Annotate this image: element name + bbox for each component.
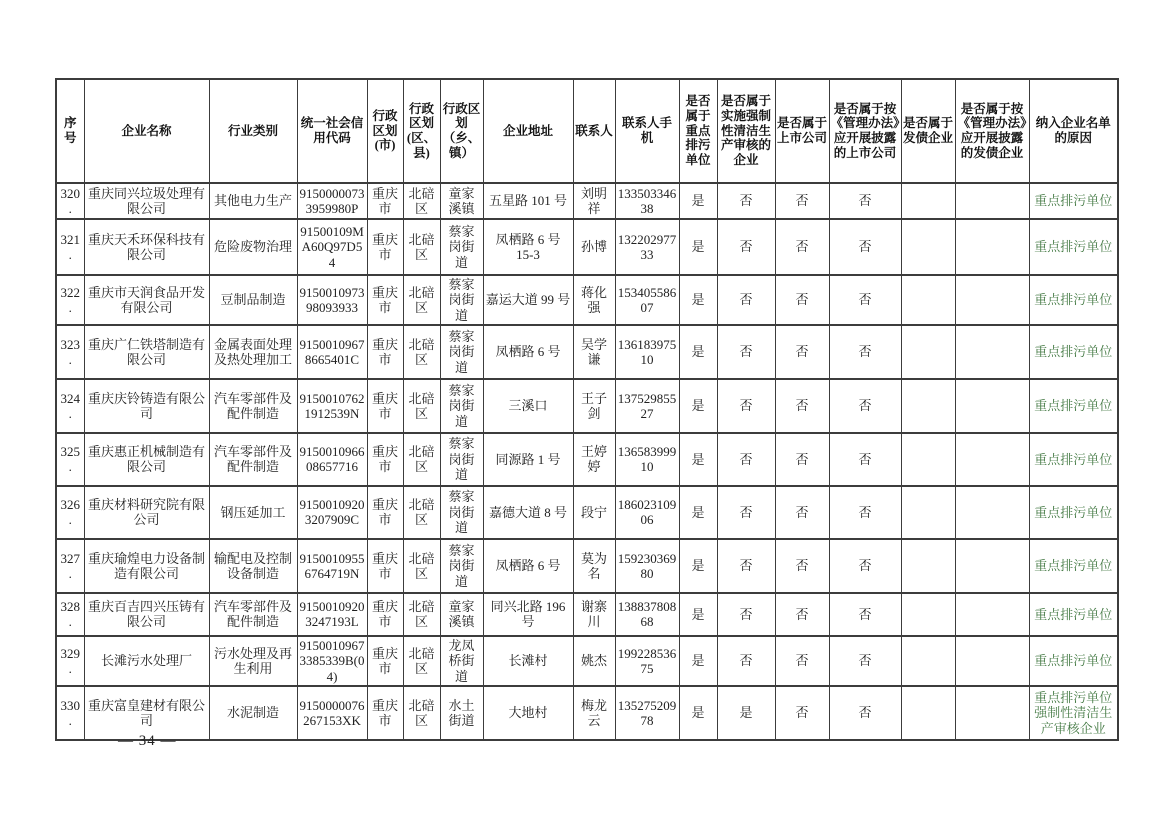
table-cell: 重庆百吉四兴压铸有限公司 [84, 593, 209, 636]
table-cell: 凤栖路 6 号 [483, 539, 573, 593]
table-row [56, 486, 1118, 539]
table-cell: 重点排污单位 [1029, 486, 1118, 539]
table-row [56, 686, 1118, 740]
table-cell: 否 [717, 379, 775, 433]
column-header: 联系人手机 [615, 79, 679, 183]
table-cell: 重庆市 [367, 183, 403, 219]
table-row [56, 275, 1118, 325]
table-cell: 否 [829, 325, 901, 379]
table-cell: 金属表面处理及热处理加工 [209, 325, 297, 379]
table-cell: 重点排污单位 [1029, 539, 1118, 593]
table-cell: 童家溪镇 [440, 593, 483, 636]
table-cell: 重庆庆铃铸造有限公司 [84, 379, 209, 433]
table-cell: 嘉德大道 8 号 [483, 486, 573, 539]
table-cell: 是 [679, 219, 717, 275]
table-cell: 重庆市 [367, 593, 403, 636]
header-row [56, 79, 1118, 183]
table-cell: 否 [829, 275, 901, 325]
table-cell: 915001097398093933 [297, 275, 367, 325]
table-cell: 91500107621912539N [297, 379, 367, 433]
table-cell: 北碚区 [403, 593, 440, 636]
table-cell: 否 [775, 539, 829, 593]
table-cell: 豆制品制造 [209, 275, 297, 325]
table-cell: 是 [679, 275, 717, 325]
table-cell: 重庆市天润食品开发有限公司 [84, 275, 209, 325]
table-cell: 13350334638 [615, 183, 679, 219]
table-cell: 否 [775, 219, 829, 275]
row-number-cell: 322. [56, 275, 84, 325]
table-cell: 重点排污单位 [1029, 636, 1118, 686]
table-cell: 重点排污单位强制性清洁生产审核企业 [1029, 686, 1118, 740]
column-header: 行政区划（乡、镇） [440, 79, 483, 183]
table-cell: 否 [775, 593, 829, 636]
column-header: 行政区划(市) [367, 79, 403, 183]
table-cell: 龙凤桥街道 [440, 636, 483, 686]
table-cell: 三溪口 [483, 379, 573, 433]
table-cell: 重庆市 [367, 636, 403, 686]
column-header: 行业类别 [209, 79, 297, 183]
table-cell: 蔡家岗街道 [440, 219, 483, 275]
table-cell: 重庆同兴垃圾处理有限公司 [84, 183, 209, 219]
table-cell: 否 [829, 593, 901, 636]
table-cell: 蔡家岗街道 [440, 379, 483, 433]
table-row [56, 325, 1118, 379]
table-row [56, 539, 1118, 593]
table-cell [901, 539, 955, 593]
table-cell: 输配电及控制设备制造 [209, 539, 297, 593]
table-cell: 否 [829, 636, 901, 686]
table-cell: 91500109MA60Q97D54 [297, 219, 367, 275]
table-cell: 蔡家岗街道 [440, 539, 483, 593]
table-cell [955, 275, 1029, 325]
row-number-cell: 320. [56, 183, 84, 219]
table-cell [955, 686, 1029, 740]
table-cell: 段宁 [573, 486, 615, 539]
table-cell: 是 [717, 686, 775, 740]
table-cell: 凤栖路 6 号 [483, 325, 573, 379]
table-cell: 梅龙云 [573, 686, 615, 740]
table-cell: 是 [679, 183, 717, 219]
table-cell: 长滩村 [483, 636, 573, 686]
column-header: 纳入企业名单的原因 [1029, 79, 1118, 183]
table-cell: 否 [775, 183, 829, 219]
table-cell [955, 183, 1029, 219]
table-cell [955, 593, 1029, 636]
table-cell: 15923036980 [615, 539, 679, 593]
enterprise-list-table [55, 78, 1119, 741]
table-cell: 13527520978 [615, 686, 679, 740]
table-cell: 13658399910 [615, 433, 679, 486]
table-cell: 重点排污单位 [1029, 219, 1118, 275]
table-cell: 重庆广仁铁塔制造有限公司 [84, 325, 209, 379]
table-row [56, 433, 1118, 486]
table-cell: 重点排污单位 [1029, 325, 1118, 379]
table-cell: 13618397510 [615, 325, 679, 379]
table-cell: 13752985527 [615, 379, 679, 433]
table-cell: 王子剑 [573, 379, 615, 433]
table-cell: 否 [829, 433, 901, 486]
table-cell: 是 [679, 686, 717, 740]
table-cell [901, 593, 955, 636]
column-header: 是否属于按《管理办法》应开展披露的上市公司 [829, 79, 901, 183]
table-cell: 否 [775, 275, 829, 325]
table-cell: 同源路 1 号 [483, 433, 573, 486]
row-number-cell: 324. [56, 379, 84, 433]
table-cell: 13220297733 [615, 219, 679, 275]
table-cell: 王婷婷 [573, 433, 615, 486]
table-cell: 吴学谦 [573, 325, 615, 379]
table-cell: 否 [717, 593, 775, 636]
column-header: 序号 [56, 79, 84, 183]
table-cell [955, 325, 1029, 379]
table-cell: 孙博 [573, 219, 615, 275]
table-cell: 汽车零部件及配件制造 [209, 433, 297, 486]
table-cell [955, 433, 1029, 486]
table-cell: 姚杰 [573, 636, 615, 686]
table-cell [901, 219, 955, 275]
column-header: 是否属于发债企业 [901, 79, 955, 183]
table-cell: 同兴北路 196 号 [483, 593, 573, 636]
table-cell: 水泥制造 [209, 686, 297, 740]
table-cell: 15340558607 [615, 275, 679, 325]
table-cell: 北碚区 [403, 686, 440, 740]
column-header: 是否属于上市公司 [775, 79, 829, 183]
table-cell: 北碚区 [403, 379, 440, 433]
table-cell: 91500000733959980P [297, 183, 367, 219]
table-row [56, 183, 1118, 219]
table-cell: 北碚区 [403, 486, 440, 539]
table-cell: 重点排污单位 [1029, 433, 1118, 486]
row-number-cell: 330. [56, 686, 84, 740]
table-cell: 否 [717, 636, 775, 686]
table-cell: 重点排污单位 [1029, 379, 1118, 433]
table-cell: 否 [775, 486, 829, 539]
table-cell: 否 [829, 219, 901, 275]
table-cell: 13883780868 [615, 593, 679, 636]
table-cell: 北碚区 [403, 325, 440, 379]
table-cell: 是 [679, 593, 717, 636]
table-cell: 否 [829, 486, 901, 539]
row-number-cell: 325. [56, 433, 84, 486]
table-cell: 重点排污单位 [1029, 275, 1118, 325]
enterprise-table-container [55, 78, 1119, 741]
table-cell: 蔡家岗街道 [440, 486, 483, 539]
table-cell: 大地村 [483, 686, 573, 740]
table-row [56, 593, 1118, 636]
table-cell: 是 [679, 379, 717, 433]
table-cell: 刘明祥 [573, 183, 615, 219]
table-cell: 北碚区 [403, 275, 440, 325]
table-cell [901, 686, 955, 740]
page-number: — 34 — [118, 733, 177, 749]
column-header: 联系人 [573, 79, 615, 183]
table-cell: 否 [717, 325, 775, 379]
table-cell: 北碚区 [403, 539, 440, 593]
table-cell [955, 219, 1029, 275]
table-cell: 汽车零部件及配件制造 [209, 593, 297, 636]
table-cell: 凤栖路 6 号 15-3 [483, 219, 573, 275]
table-cell: 91500109556764719N [297, 539, 367, 593]
table-cell: 重庆瑜煌电力设备制造有限公司 [84, 539, 209, 593]
row-number-cell: 323. [56, 325, 84, 379]
row-number-cell: 328. [56, 593, 84, 636]
table-cell [901, 275, 955, 325]
table-cell: 莫为名 [573, 539, 615, 593]
table-cell [901, 379, 955, 433]
table-cell: 是 [679, 433, 717, 486]
row-number-cell: 327. [56, 539, 84, 593]
table-cell: 是 [679, 486, 717, 539]
table-cell: 长滩污水处理厂 [84, 636, 209, 686]
table-cell: 汽车零部件及配件制造 [209, 379, 297, 433]
table-cell: 北碚区 [403, 219, 440, 275]
table-cell: 北碚区 [403, 433, 440, 486]
table-cell: 蔡家岗街道 [440, 275, 483, 325]
table-cell: 否 [775, 433, 829, 486]
table-cell: 重点排污单位 [1029, 593, 1118, 636]
table-cell: 否 [775, 636, 829, 686]
table-cell: 重庆市 [367, 539, 403, 593]
column-header: 统一社会信用代码 [297, 79, 367, 183]
table-cell: 北碚区 [403, 183, 440, 219]
table-cell: 重庆市 [367, 433, 403, 486]
table-cell: 否 [717, 486, 775, 539]
table-cell [955, 539, 1029, 593]
table-cell [901, 636, 955, 686]
column-header: 企业地址 [483, 79, 573, 183]
table-cell: 其他电力生产 [209, 183, 297, 219]
table-cell: 北碚区 [403, 636, 440, 686]
column-header: 是否属于按《管理办法》应开展披露的发债企业 [955, 79, 1029, 183]
table-cell: 91500109673385339B(04) [297, 636, 367, 686]
table-cell: 童家溪镇 [440, 183, 483, 219]
column-header: 是否属于实施强制性清洁生产审核的企业 [717, 79, 775, 183]
table-cell: 否 [717, 539, 775, 593]
table-cell: 否 [717, 433, 775, 486]
table-cell [901, 486, 955, 539]
table-cell: 水土街道 [440, 686, 483, 740]
table-cell: 重庆市 [367, 686, 403, 740]
table-cell: 91500109678665401C [297, 325, 367, 379]
row-number-cell: 321. [56, 219, 84, 275]
table-cell: 谢寨川 [573, 593, 615, 636]
row-number-cell: 326. [56, 486, 84, 539]
table-cell: 否 [829, 183, 901, 219]
table-cell [901, 433, 955, 486]
column-header: 企业名称 [84, 79, 209, 183]
table-cell: 蔡家岗街道 [440, 433, 483, 486]
table-cell: 91500109203247193L [297, 593, 367, 636]
table-cell: 是 [679, 539, 717, 593]
table-cell: 重庆市 [367, 325, 403, 379]
table-cell: 钢压延加工 [209, 486, 297, 539]
table-cell: 是 [679, 325, 717, 379]
table-cell [955, 379, 1029, 433]
table-cell: 重点排污单位 [1029, 183, 1118, 219]
table-cell: 重庆天禾环保科技有限公司 [84, 219, 209, 275]
table-cell: 重庆惠正机械制造有限公司 [84, 433, 209, 486]
table-cell: 否 [717, 183, 775, 219]
table-cell: 91500109203207909C [297, 486, 367, 539]
table-cell: 重庆市 [367, 275, 403, 325]
table-cell [955, 486, 1029, 539]
table-cell: 915001096608657716 [297, 433, 367, 486]
table-cell: 重庆市 [367, 486, 403, 539]
table-cell: 否 [717, 219, 775, 275]
table-cell: 否 [717, 275, 775, 325]
table-cell: 否 [775, 686, 829, 740]
table-cell [901, 325, 955, 379]
table-cell: 9150000076267153XK [297, 686, 367, 740]
table-row [56, 219, 1118, 275]
table-cell: 危险废物治理 [209, 219, 297, 275]
table-cell: 重庆富皇建材有限公司 [84, 686, 209, 740]
table-cell: 污水处理及再生利用 [209, 636, 297, 686]
table-cell: 否 [829, 686, 901, 740]
table-row [56, 379, 1118, 433]
table-cell: 否 [829, 379, 901, 433]
table-cell: 五星路 101 号 [483, 183, 573, 219]
column-header: 是否属于重点排污单位 [679, 79, 717, 183]
table-cell: 重庆市 [367, 219, 403, 275]
table-cell: 重庆材料研究院有限公司 [84, 486, 209, 539]
table-cell: 重庆市 [367, 379, 403, 433]
table-cell: 否 [775, 325, 829, 379]
table-cell: 嘉运大道 99 号 [483, 275, 573, 325]
table-cell [955, 636, 1029, 686]
table-cell: 蒋化强 [573, 275, 615, 325]
table-cell: 19922853675 [615, 636, 679, 686]
table-cell: 否 [775, 379, 829, 433]
table-cell: 蔡家岗街道 [440, 325, 483, 379]
table-cell: 否 [829, 539, 901, 593]
table-cell [901, 183, 955, 219]
column-header: 行政区划(区、县) [403, 79, 440, 183]
row-number-cell: 329. [56, 636, 84, 686]
table-cell: 是 [679, 636, 717, 686]
table-cell: 18602310906 [615, 486, 679, 539]
table-row [56, 636, 1118, 686]
